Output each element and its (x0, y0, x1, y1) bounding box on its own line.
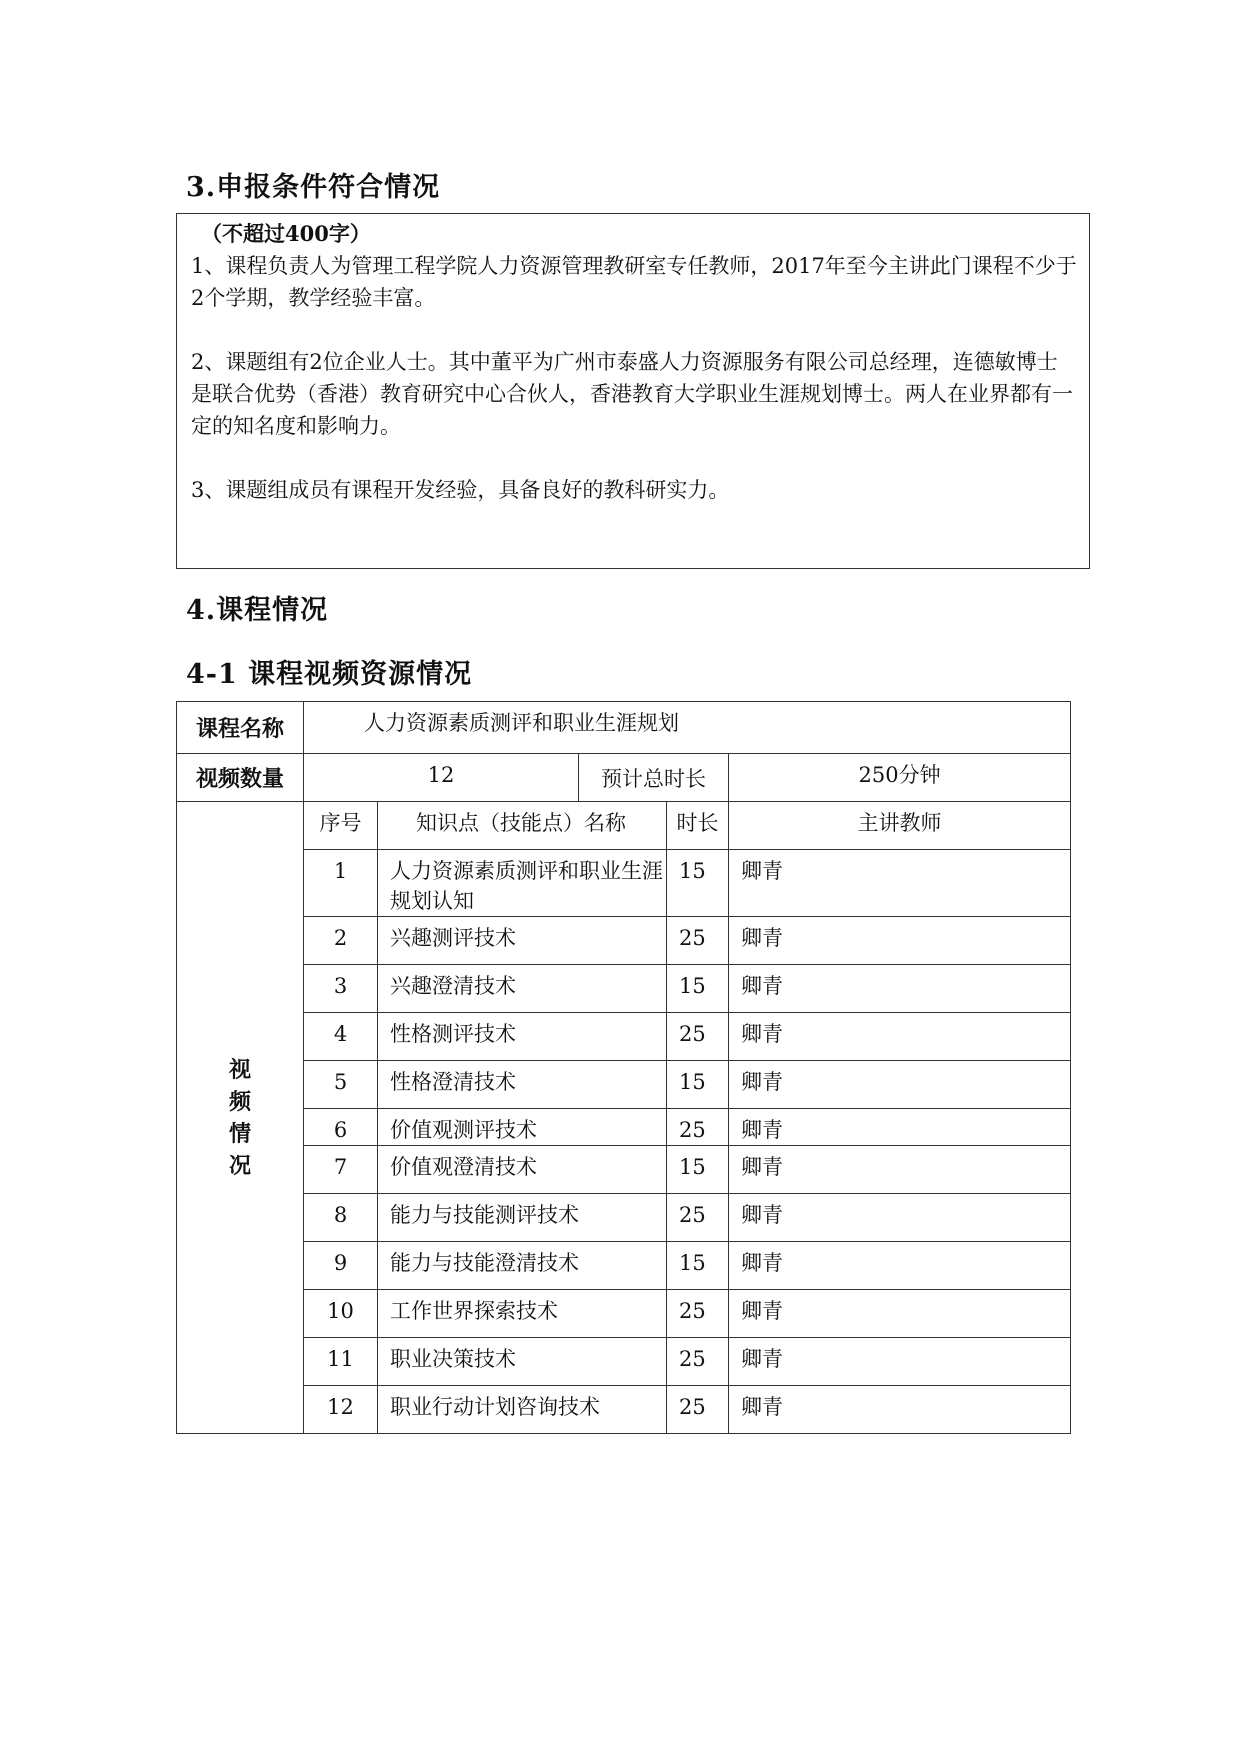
video-row (177, 1194, 1071, 1242)
video-topic: 职业行动计划咨询技术 (378, 1386, 667, 1434)
header-topic: 知识点（技能点）名称 (378, 802, 667, 850)
video-row (177, 850, 1071, 917)
eligibility-paragraph-3: 3、课题组成员有课程开发经验，具备良好的教科研实力。 (191, 478, 730, 502)
video-length: 15 (667, 965, 729, 1013)
header-length: 时长 (667, 802, 729, 850)
video-length: 25 (667, 917, 729, 965)
video-teacher: 卿青 (729, 1146, 1071, 1194)
video-seq: 2 (304, 917, 378, 965)
video-count-label: 视频数量 (177, 754, 304, 802)
video-topic: 价值观测评技术 (378, 1109, 667, 1146)
section-4-1-title: 4-1 课程视频资源情况 (186, 659, 473, 690)
word-limit-note: （不超过400字） (201, 221, 371, 246)
video-teacher: 卿青 (729, 1338, 1071, 1386)
video-row (177, 1242, 1071, 1290)
video-seq: 12 (304, 1386, 378, 1434)
course-video-table (176, 701, 1071, 1434)
video-length: 15 (667, 1061, 729, 1109)
video-teacher: 卿青 (729, 1386, 1071, 1434)
video-row (177, 1109, 1071, 1146)
video-seq: 3 (304, 965, 378, 1013)
eligibility-paragraph-2: 2、课题组有2位企业人士。其中董平为广州市泰盛人力资源服务有限公司总经理，连德敏博士是联合优势（香港）教育研究中心合伙人，香港教育大学职业生涯规划博士。两人在业界都有一定的知名度和影响力。 (191, 350, 1073, 438)
video-length: 25 (667, 1386, 729, 1434)
video-teacher: 卿青 (729, 917, 1071, 965)
video-seq: 5 (304, 1061, 378, 1109)
video-seq: 4 (304, 1013, 378, 1061)
video-seq: 11 (304, 1338, 378, 1386)
video-length: 15 (667, 1146, 729, 1194)
video-section-label: 视 频 情 况 (177, 802, 304, 1434)
video-topic: 能力与技能澄清技术 (378, 1242, 667, 1290)
video-topic: 兴趣澄清技术 (378, 965, 667, 1013)
video-row (177, 1146, 1071, 1194)
video-topic: 人力资源素质测评和职业生涯规划认知 (378, 850, 667, 917)
header-teacher: 主讲教师 (729, 802, 1071, 850)
video-teacher: 卿青 (729, 1109, 1071, 1146)
video-topic: 价值观澄清技术 (378, 1146, 667, 1194)
video-length: 25 (667, 1109, 729, 1146)
video-teacher: 卿青 (729, 1290, 1071, 1338)
video-teacher: 卿青 (729, 1242, 1071, 1290)
video-length: 25 (667, 1194, 729, 1242)
video-row (177, 1290, 1071, 1338)
video-row (177, 1338, 1071, 1386)
video-seq: 7 (304, 1146, 378, 1194)
video-row (177, 965, 1071, 1013)
video-seq: 6 (304, 1109, 378, 1146)
video-table-header-row (177, 802, 1071, 850)
video-seq: 10 (304, 1290, 378, 1338)
video-length: 15 (667, 850, 729, 917)
eligibility-paragraph-1: 1、课程负责人为管理工程学院人力资源管理教研室专任教师，2017年至今主讲此门课程不少于2个学期，教学经验丰富。 (191, 254, 1077, 310)
section-3-title: 3.申报条件符合情况 (186, 172, 441, 203)
video-teacher: 卿青 (729, 1061, 1071, 1109)
video-topic: 兴趣测评技术 (378, 917, 667, 965)
total-duration-value: 250分钟 (729, 754, 1071, 802)
video-count-value: 12 (304, 754, 579, 802)
video-teacher: 卿青 (729, 1013, 1071, 1061)
video-length: 25 (667, 1338, 729, 1386)
video-topic: 性格澄清技术 (378, 1061, 667, 1109)
video-length: 25 (667, 1013, 729, 1061)
video-row (177, 1386, 1071, 1434)
video-seq: 9 (304, 1242, 378, 1290)
section-4-title: 4.课程情况 (186, 595, 329, 626)
video-topic: 性格测评技术 (378, 1013, 667, 1061)
eligibility-box (176, 213, 1090, 569)
video-topic: 能力与技能测评技术 (378, 1194, 667, 1242)
video-teacher: 卿青 (729, 850, 1071, 917)
course-name-value: 人力资源素质测评和职业生涯规划 (304, 702, 1071, 754)
video-seq: 8 (304, 1194, 378, 1242)
total-duration-label: 预计总时长 (579, 754, 729, 802)
video-topic: 工作世界探索技术 (378, 1290, 667, 1338)
video-length: 25 (667, 1290, 729, 1338)
video-topic: 职业决策技术 (378, 1338, 667, 1386)
video-seq: 1 (304, 850, 378, 917)
course-name-label: 课程名称 (177, 702, 304, 754)
header-seq: 序号 (304, 802, 378, 850)
video-length: 15 (667, 1242, 729, 1290)
video-row (177, 917, 1071, 965)
video-row (177, 1061, 1071, 1109)
video-row (177, 1013, 1071, 1061)
video-teacher: 卿青 (729, 1194, 1071, 1242)
video-teacher: 卿青 (729, 965, 1071, 1013)
